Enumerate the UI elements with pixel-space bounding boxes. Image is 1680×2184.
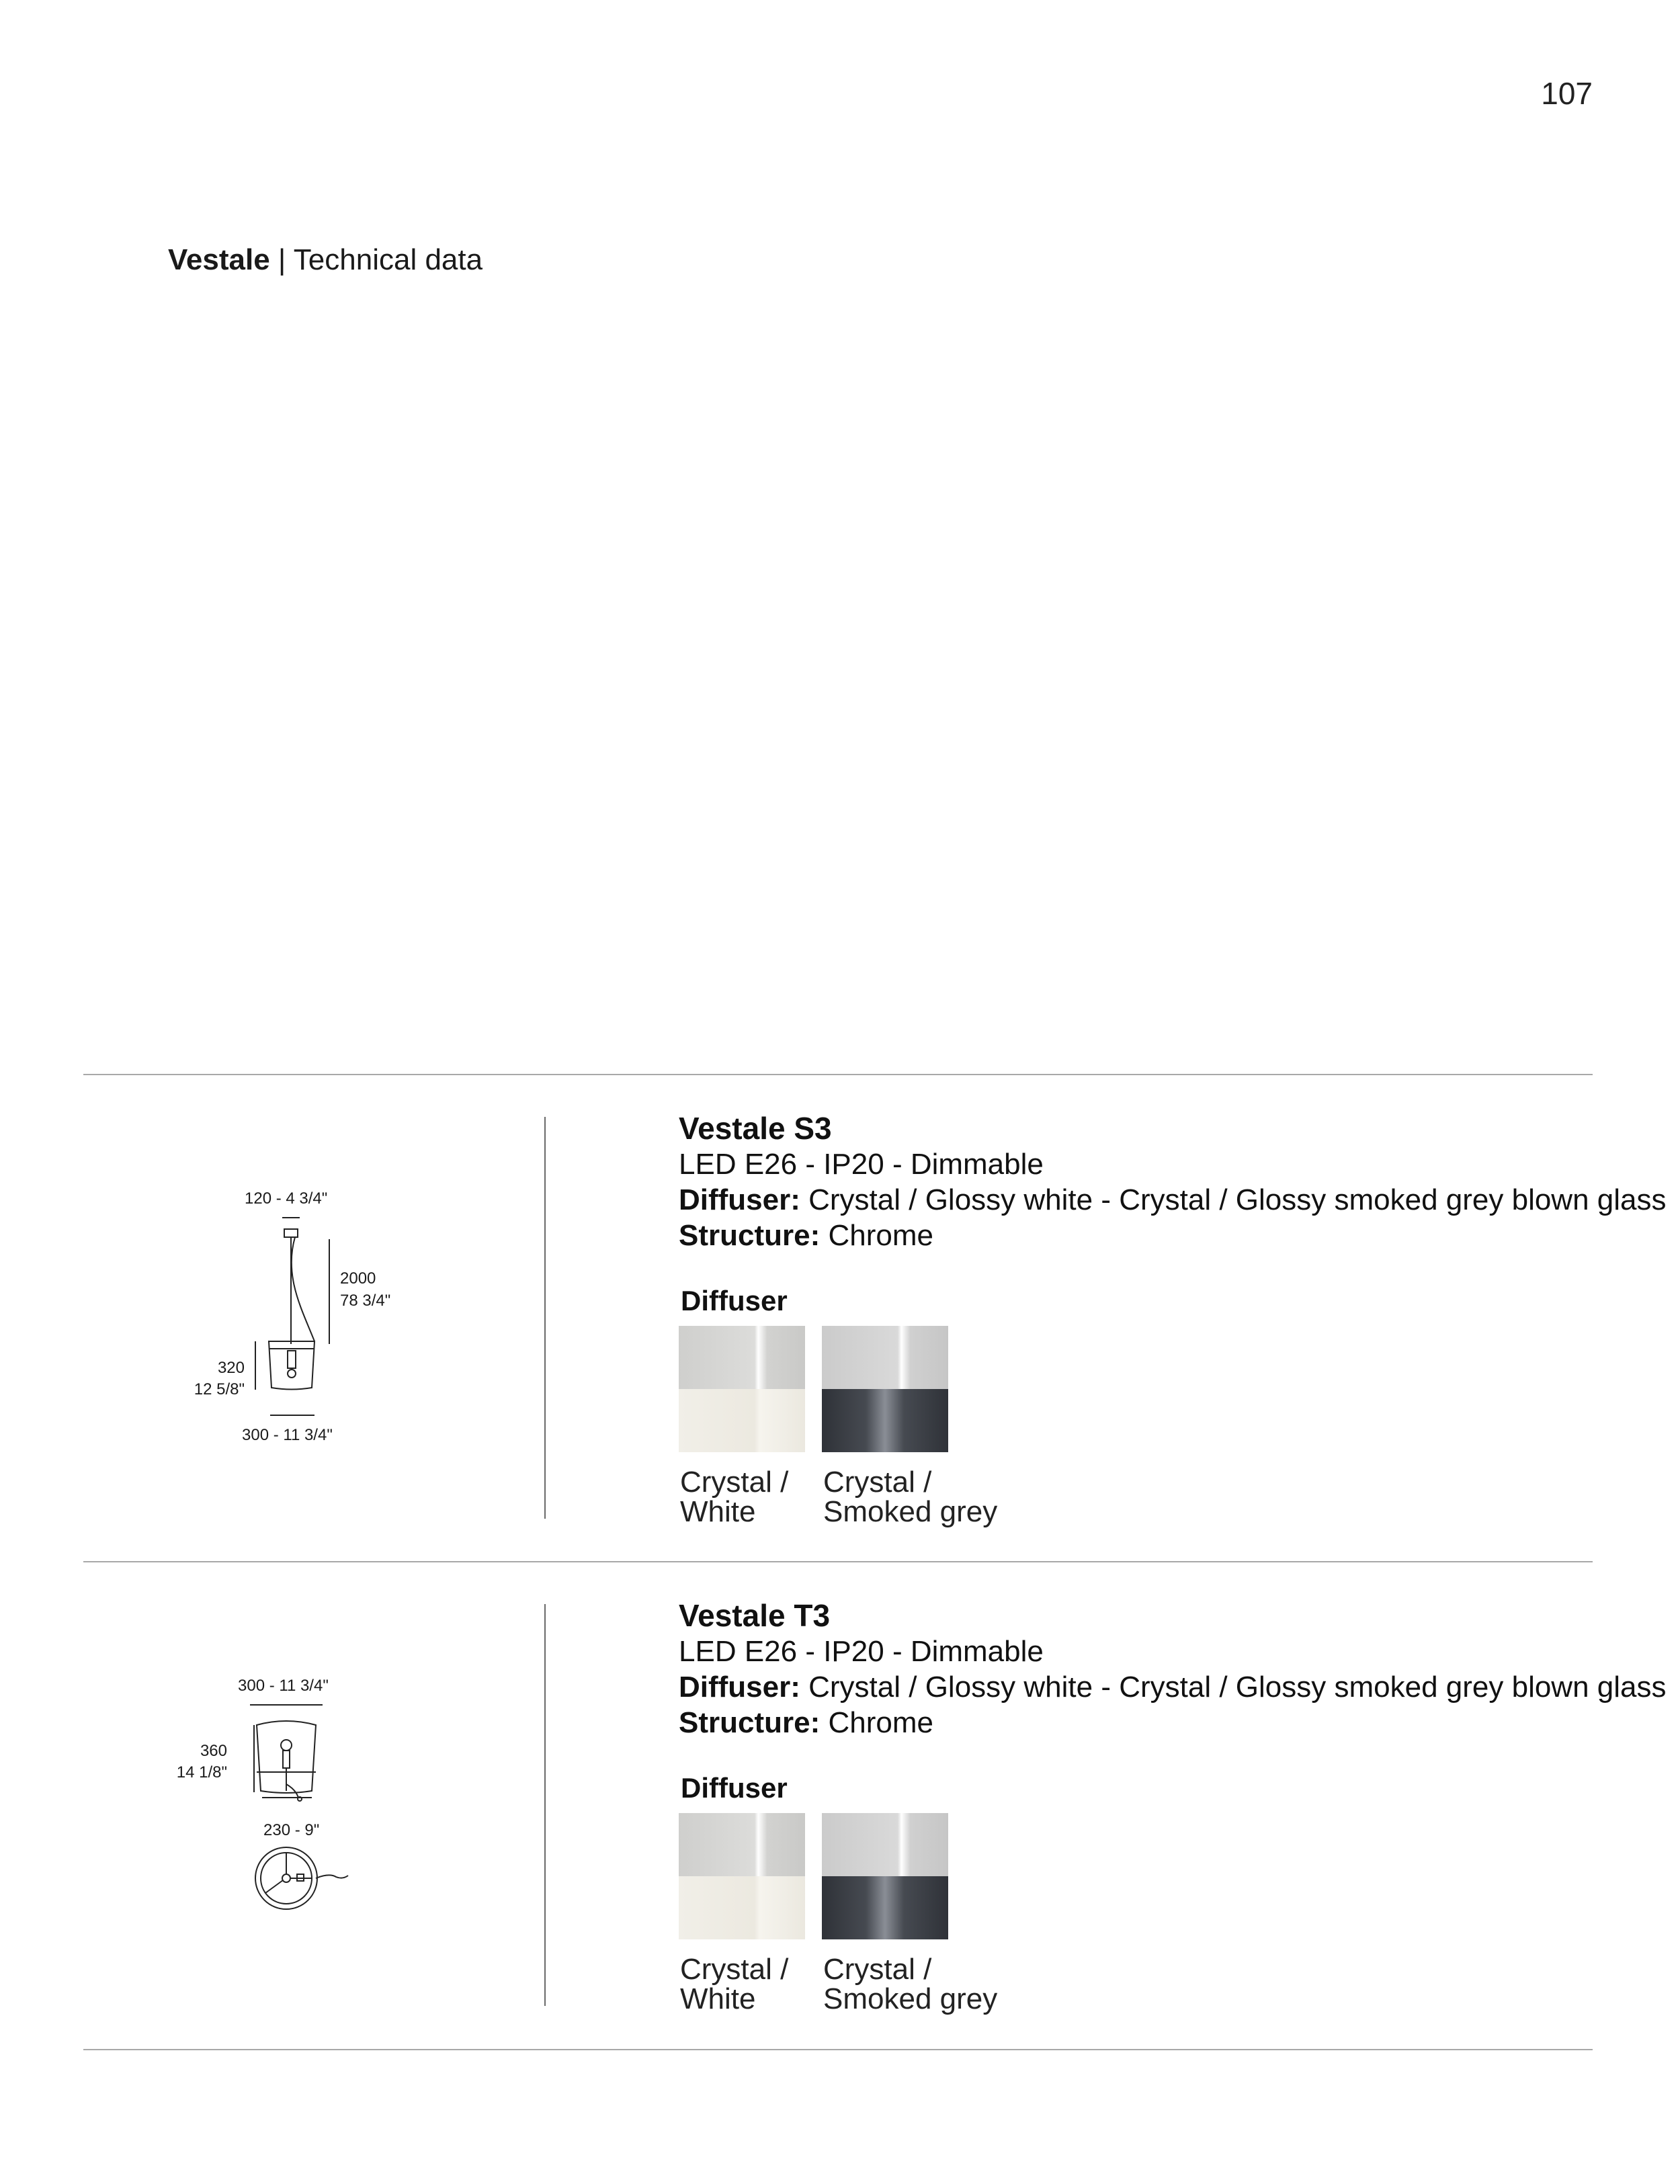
swatch-crystal-white [679,1326,805,1452]
dim-canopy-width: 120 - 4 3/4" [245,1189,328,1208]
swatch-crystal-white [679,1813,805,1939]
section-divider-middle [83,1561,1593,1562]
product-specs-s3 [679,1110,1667,1253]
product-structure-spec [679,1705,1599,1740]
swatch-crystal-part [679,1813,805,1876]
swatch-label-crystal-white [680,1468,788,1527]
swatch-label-line2: Smoked grey [823,1982,998,2015]
product-name: Vestale S3 [679,1111,832,1146]
title-subtitle: Technical data [293,243,483,276]
swatch-heading: Diffuser [681,1772,788,1804]
swatch-crystal-part [822,1326,948,1389]
column-divider-t3 [544,1604,546,2006]
swatch-crystal-part [679,1326,805,1389]
pendant-lamp-drawing [228,1210,376,1425]
page-number: 107 [1541,76,1593,111]
product-electrical-spec: LED E26 - IP20 - Dimmable [679,1635,1044,1668]
swatch-label-crystal-white [680,1955,788,2014]
swatch-label-crystal-smoked-grey [823,1955,997,2014]
dim-base-width: 230 - 9" [263,1821,320,1839]
swatch-label-line2: White [680,1982,756,2015]
product-specs-t3 [679,1597,1667,1740]
diffuser-value: Crystal / Glossy white - Crystal / Glossy smoked grey blown glass [800,1671,1667,1704]
swatch-white-part [679,1876,805,1939]
product-diffuser-spec [679,1669,1667,1705]
swatch-smoked-grey-part [822,1389,948,1452]
dim-height-in: 14 1/8" [176,1763,227,1781]
swatch-label-line1: Crystal / [680,1466,789,1499]
dim-height-mm: 360 [200,1742,227,1760]
product-structure-spec [679,1218,1599,1253]
swatch-label-line1: Crystal / [680,1953,789,1986]
dim-shade-width: 300 - 11 3/4" [238,1677,329,1695]
title-separator: | [269,243,294,276]
diffuser-label: Diffuser: [679,1183,800,1216]
swatch-heading: Diffuser [681,1285,788,1316]
swatch-label-crystal-smoked-grey [823,1468,997,1527]
product-diffuser-spec [679,1182,1667,1218]
swatch-crystal-part [822,1813,948,1876]
section-divider-top [83,1074,1593,1075]
swatch-label-line2: White [680,1495,756,1528]
product-name: Vestale T3 [679,1598,831,1633]
product-electrical-spec: LED E26 - IP20 - Dimmable [679,1148,1044,1181]
structure-value: Chrome [820,1706,933,1739]
column-divider-s3 [544,1117,546,1519]
swatch-crystal-smoked-grey [822,1813,948,1939]
structure-value: Chrome [820,1219,933,1252]
section-divider-bottom [83,2049,1593,2050]
swatch-label-line1: Crystal / [823,1953,932,1986]
swatch-label-line1: Crystal / [823,1466,932,1499]
dim-height-mm: 320 [217,1359,245,1377]
diffuser-label: Diffuser: [679,1671,800,1704]
swatch-smoked-grey-part [822,1876,948,1939]
swatch-label-line2: Smoked grey [823,1495,998,1528]
structure-label: Structure: [679,1706,821,1739]
page-title [168,243,482,277]
structure-label: Structure: [679,1219,821,1252]
swatch-crystal-smoked-grey [822,1326,948,1452]
swatch-white-part [679,1389,805,1452]
dim-shade-width: 300 - 11 3/4" [242,1426,333,1444]
dim-drop-in: 78 3/4" [340,1292,391,1310]
dim-height-in: 12 5/8" [194,1380,245,1398]
dim-drop-mm: 2000 [340,1269,376,1288]
table-lamp-drawing [228,1697,363,1925]
diffuser-value: Crystal / Glossy white - Crystal / Glossy smoked grey blown glass [800,1183,1667,1216]
title-product-name: Vestale [168,243,270,276]
